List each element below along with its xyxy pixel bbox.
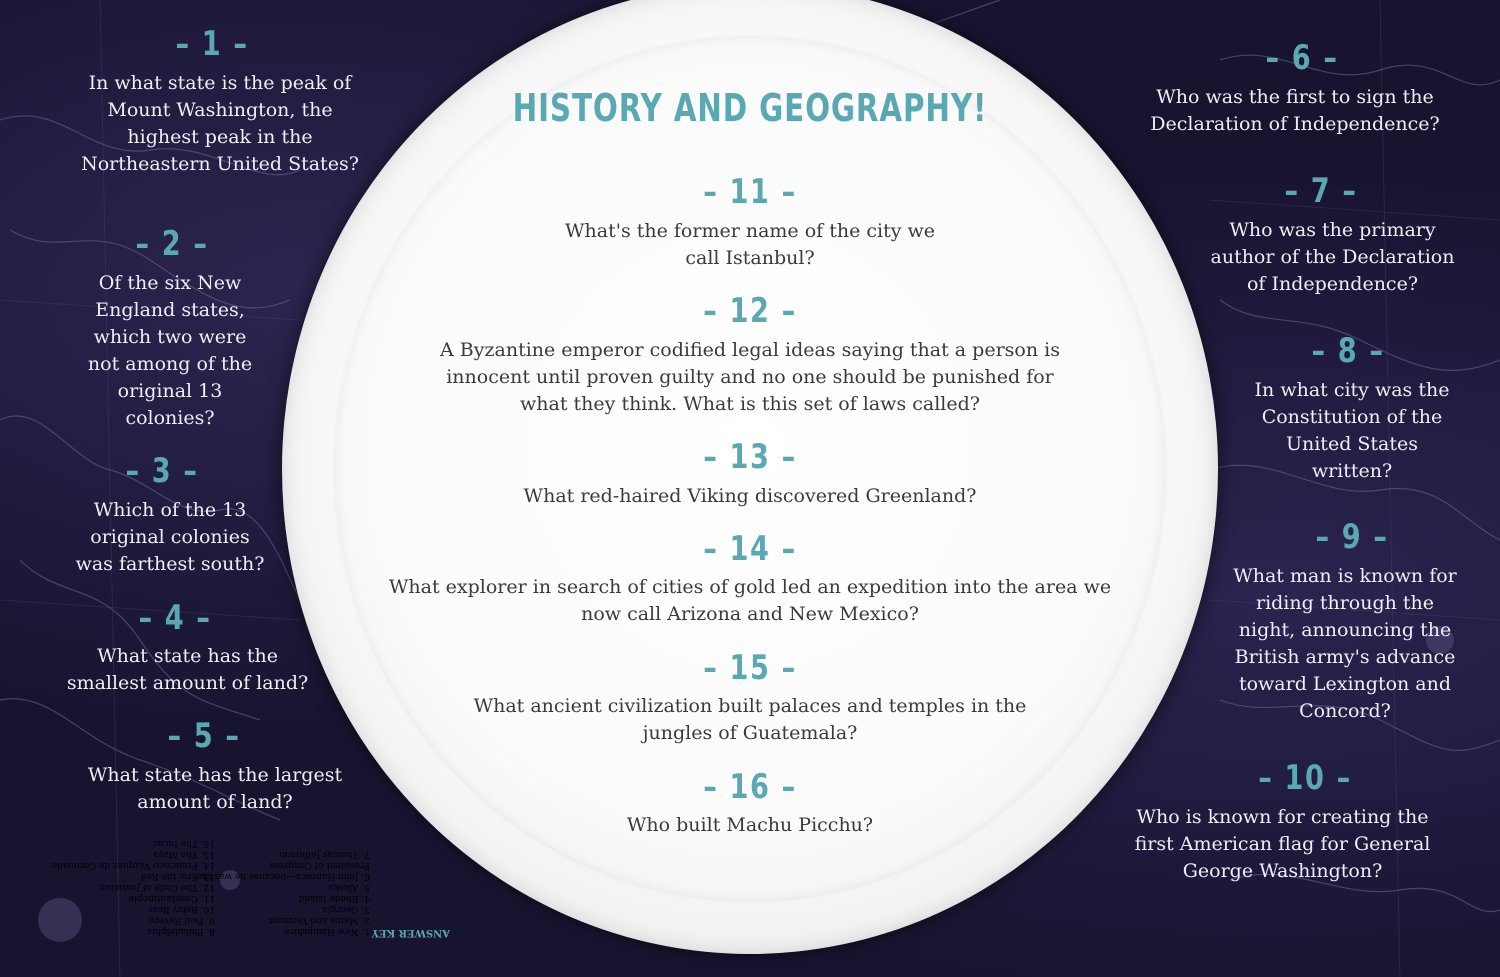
question-number-8: – 8 – (1311, 331, 1385, 371)
answer-key-item: 2. Maine and Vermont (268, 915, 370, 925)
plate (282, 0, 1218, 954)
question-number-3: – 3 – (125, 451, 199, 491)
question-number-15: – 15 – (703, 648, 797, 688)
question-number-16: – 16 – (703, 767, 797, 807)
answer-key-item: 1. New Hampshire (284, 926, 370, 936)
question-text-7: Who was the primary author of the Declaration of Independence? (1210, 219, 1455, 295)
answer-key-label: ANSWER KEY (371, 927, 450, 938)
question-text-12: A Byzantine emperor codified legal ideas saying that a person is innocent until proven guilty and no one should be punished for what they think. What is this set of laws called? (440, 339, 1060, 415)
page-title: HISTORY AND GEOGRAPHY! (512, 86, 988, 130)
question-text-13: What red-haired Viking discovered Greenland? (523, 485, 977, 507)
answer-key-item: 10. Betsy Ross (148, 904, 215, 914)
answer-key-item: 3. Georgia (322, 904, 370, 914)
question-text-3: Which of the 13 original colonies was farthest south? (75, 499, 265, 575)
answer-key-item: 9. Paul Revere (148, 915, 215, 925)
question-text-16: Who built Machu Picchu? (626, 814, 874, 836)
answer-key-item: 8. Philadelphia (146, 926, 215, 936)
question-text-5: What state has the largest amount of land? (87, 764, 343, 813)
question-number-13: – 13 – (703, 437, 797, 477)
question-text-1: In what state is the peak of Mount Washington, the highest peak in the Northeastern United States? (81, 72, 359, 175)
question-number-12: – 12 – (703, 291, 797, 331)
answer-key-item: 6. John Hancock—because he was the (196, 871, 370, 881)
question-number-1: – 1 – (175, 24, 249, 64)
question-text-14: What explorer in search of cities of gold led an expedition into the area we now call Arizona and New Mexico? (388, 576, 1112, 625)
answer-key-item: 5. Alaska (328, 882, 370, 892)
question-number-14: – 14 – (703, 529, 797, 569)
answer-key-item: 4. Rhode Island (298, 893, 370, 903)
question-text-15: What ancient civilization built palaces and temples in the jungles of Guatemala? (473, 695, 1027, 744)
question-number-10: – 10 – (1258, 758, 1352, 798)
answer-key-item: 13. Eric the Red (140, 871, 215, 881)
question-text-9: What man is known for riding through the night, announcing the British army's advance toward Lexington and Concord? (1233, 565, 1457, 722)
answer-key (51, 830, 450, 940)
answer-key-item: 14. Francisco Vázquez de Coronado (51, 860, 215, 870)
question-number-9: – 9 – (1315, 517, 1389, 557)
question-number-11: – 11 – (703, 172, 797, 212)
answer-key-item: 16. The Incas (153, 838, 215, 848)
question-text-6: Who was the first to sign the Declaration of Independence? (1150, 86, 1440, 135)
answer-key-item: 7. Thomas Jefferson (279, 849, 370, 859)
answer-key-column-2 (52, 837, 215, 936)
answer-key-item: 15. The Maya (152, 849, 215, 859)
question-number-4: – 4 – (138, 598, 212, 638)
question-number-5: – 5 – (167, 716, 241, 756)
question-number-2: – 2 – (135, 224, 209, 264)
question-text-10: Who is known for creating the first American flag for General George Washington? (1134, 806, 1431, 882)
answer-key-item: President of Congress (269, 860, 370, 870)
answer-key-item: 12. The Code of Justinian (99, 882, 215, 892)
question-text-2: Of the six New England states, which two were not among of the original 13 colonies? (87, 272, 253, 429)
answer-key-column-1 (197, 848, 370, 936)
question-text-8: In what city was the Constitution of the United States written? (1254, 379, 1450, 482)
question-text-4: What state has the smallest amount of land? (66, 645, 309, 694)
question-text-11: What's the former name of the city we call Istanbul? (565, 220, 935, 269)
question-number-7: – 7 – (1284, 171, 1358, 211)
answer-key-item: 11. Constantinople (128, 893, 215, 903)
question-number-6: – 6 – (1265, 38, 1339, 78)
